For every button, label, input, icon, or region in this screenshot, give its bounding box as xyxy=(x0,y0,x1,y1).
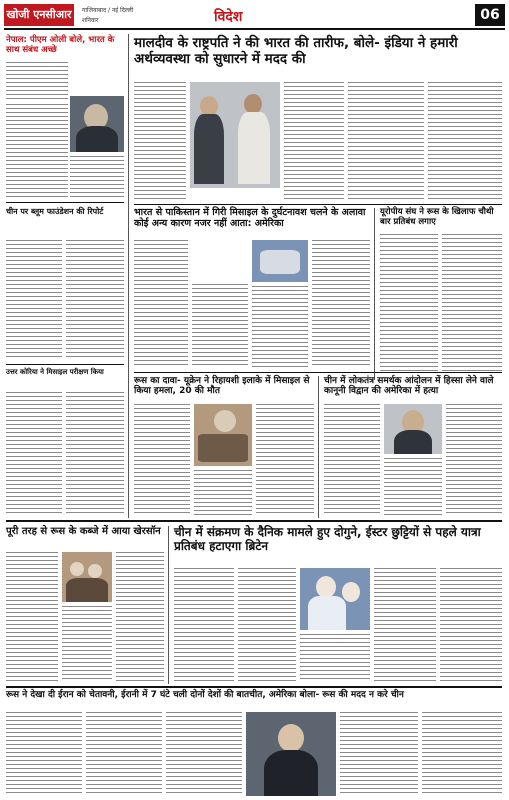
article-body-scientist-3 xyxy=(446,404,502,516)
divider xyxy=(6,202,124,203)
article-body-russia-1 xyxy=(134,404,190,516)
article-body-refugees-3 xyxy=(116,552,164,682)
headline-china-wall: चीन पर ब्लूम फाउंडेशन की रिपोर्ट xyxy=(6,207,104,216)
headline-maldives: मालदीव के राष्ट्रपति ने की भारत की तारीफ, बोले- इंडिया ने हमारी अर्थव्यवस्था को सुधारने में मदद की xyxy=(134,35,458,67)
article-body-maldives-3 xyxy=(348,82,424,200)
photo-nepal-pm xyxy=(70,96,124,152)
article-body-nepal-2 xyxy=(6,104,68,199)
article-body-refugees-1 xyxy=(6,552,58,682)
headline-nepal: नेपाल: पीएम ओली बोले, भारत के साथ संबंध अच्छे xyxy=(6,35,115,55)
article-body-bottom-3 xyxy=(166,712,242,796)
photo-us-official xyxy=(246,712,336,796)
photo-missile xyxy=(252,240,308,282)
article-body-china-1 xyxy=(6,240,62,360)
article-body-covid-2 xyxy=(238,568,296,682)
article-body-maldives-1 xyxy=(134,82,186,200)
divider xyxy=(134,372,502,373)
article-body-missile-4 xyxy=(312,240,370,368)
article-body-maldives-4 xyxy=(428,82,502,200)
article-body-bottom-2 xyxy=(86,712,162,796)
page-number: 06 xyxy=(475,4,505,26)
article-body-russia-3 xyxy=(256,404,314,516)
article-body-missile-1 xyxy=(134,240,188,368)
article-body-scientist-1 xyxy=(324,404,380,516)
masthead xyxy=(4,4,505,30)
headline-north-korea: उत्तर कोरिया ने मिसाइल परीक्षण किया xyxy=(6,368,104,376)
article-body-nk-2 xyxy=(66,392,124,516)
section-title: विदेश xyxy=(214,9,243,25)
newspaper-logo: खोजी एनसीआर xyxy=(4,4,74,26)
article-body-nepal-3 xyxy=(70,156,124,199)
article-body-refugees-2 xyxy=(62,606,112,682)
divider xyxy=(134,204,502,205)
article-body-covid-5 xyxy=(440,568,502,682)
dateline: गाजियाबाद / नई दिल्ली xyxy=(82,7,134,14)
headline-refugees: पूरी तरह से रूस के कब्जे में आया खेरसॉन xyxy=(6,526,161,537)
article-body-covid-3 xyxy=(300,634,370,682)
article-body-bottom-1 xyxy=(6,712,82,796)
edition-line: शनिवार xyxy=(82,17,99,24)
column-divider xyxy=(374,208,375,380)
column-divider xyxy=(128,34,129,518)
article-body-maldives-2 xyxy=(284,82,344,200)
article-body-scientist-2 xyxy=(384,458,442,516)
article-body-eu-1 xyxy=(380,234,438,374)
article-body-bottom-5 xyxy=(422,712,502,796)
article-body-missile-3 xyxy=(252,286,308,368)
divider xyxy=(6,520,502,522)
article-body-missile-2 xyxy=(192,284,248,368)
headline-russia-claim: रूस का दावा- यूक्रेन ने रिहायशी इलाके में मिसाइल से किया हमला, 20 की मौत xyxy=(134,376,310,397)
headline-eu: यूरोपीय संघ ने रूस के खिलाफ चौथी बार प्रतिबंध लगाए xyxy=(380,207,494,227)
column-divider xyxy=(318,376,319,518)
photo-refugees xyxy=(62,552,112,602)
photo-maldives-meeting xyxy=(190,82,280,188)
article-body-bottom-4 xyxy=(340,712,418,796)
headline-missile: भारत से पाकिस्तान में गिरी मिसाइल के दुर्घटनावश चलने के अलावा कोई अन्य कारण नजर नहीं आता: अमेरिका xyxy=(134,207,366,229)
article-body-nepal-1 xyxy=(6,62,68,102)
photo-covid xyxy=(300,568,370,630)
photo-scientist xyxy=(384,404,442,454)
divider xyxy=(6,686,502,688)
headline-china-covid: चीन में संक्रमण के दैनिक मामले हुए दोगुने, ईस्टर छुट्टियों से पहले यात्रा प्रतिबंध हटाएगा ब्रिटेन xyxy=(174,525,481,553)
article-body-nk-1 xyxy=(6,392,62,516)
headline-bottom-strip: रूस ने देखा दी ईरान को चेतावनी, ईरानी में 7 घंटे चली दोनों देशों की बातचीत, अमेरिका बोला- रूस की मदद न करे चीन xyxy=(6,690,404,700)
photo-russia-strike xyxy=(194,404,252,466)
article-body-covid-1 xyxy=(174,568,234,682)
divider xyxy=(6,364,124,365)
article-body-china-2 xyxy=(66,240,124,360)
article-body-eu-2 xyxy=(442,234,502,374)
article-body-covid-4 xyxy=(374,568,436,682)
headline-chinese-scientist: चीन में लोकतंत्र समर्थक आंदोलन में हिस्सा लेने वाले कानूनी विद्वान की अमेरिका में हत्या xyxy=(324,376,494,397)
article-body-russia-2 xyxy=(194,470,252,516)
column-divider xyxy=(168,526,169,684)
